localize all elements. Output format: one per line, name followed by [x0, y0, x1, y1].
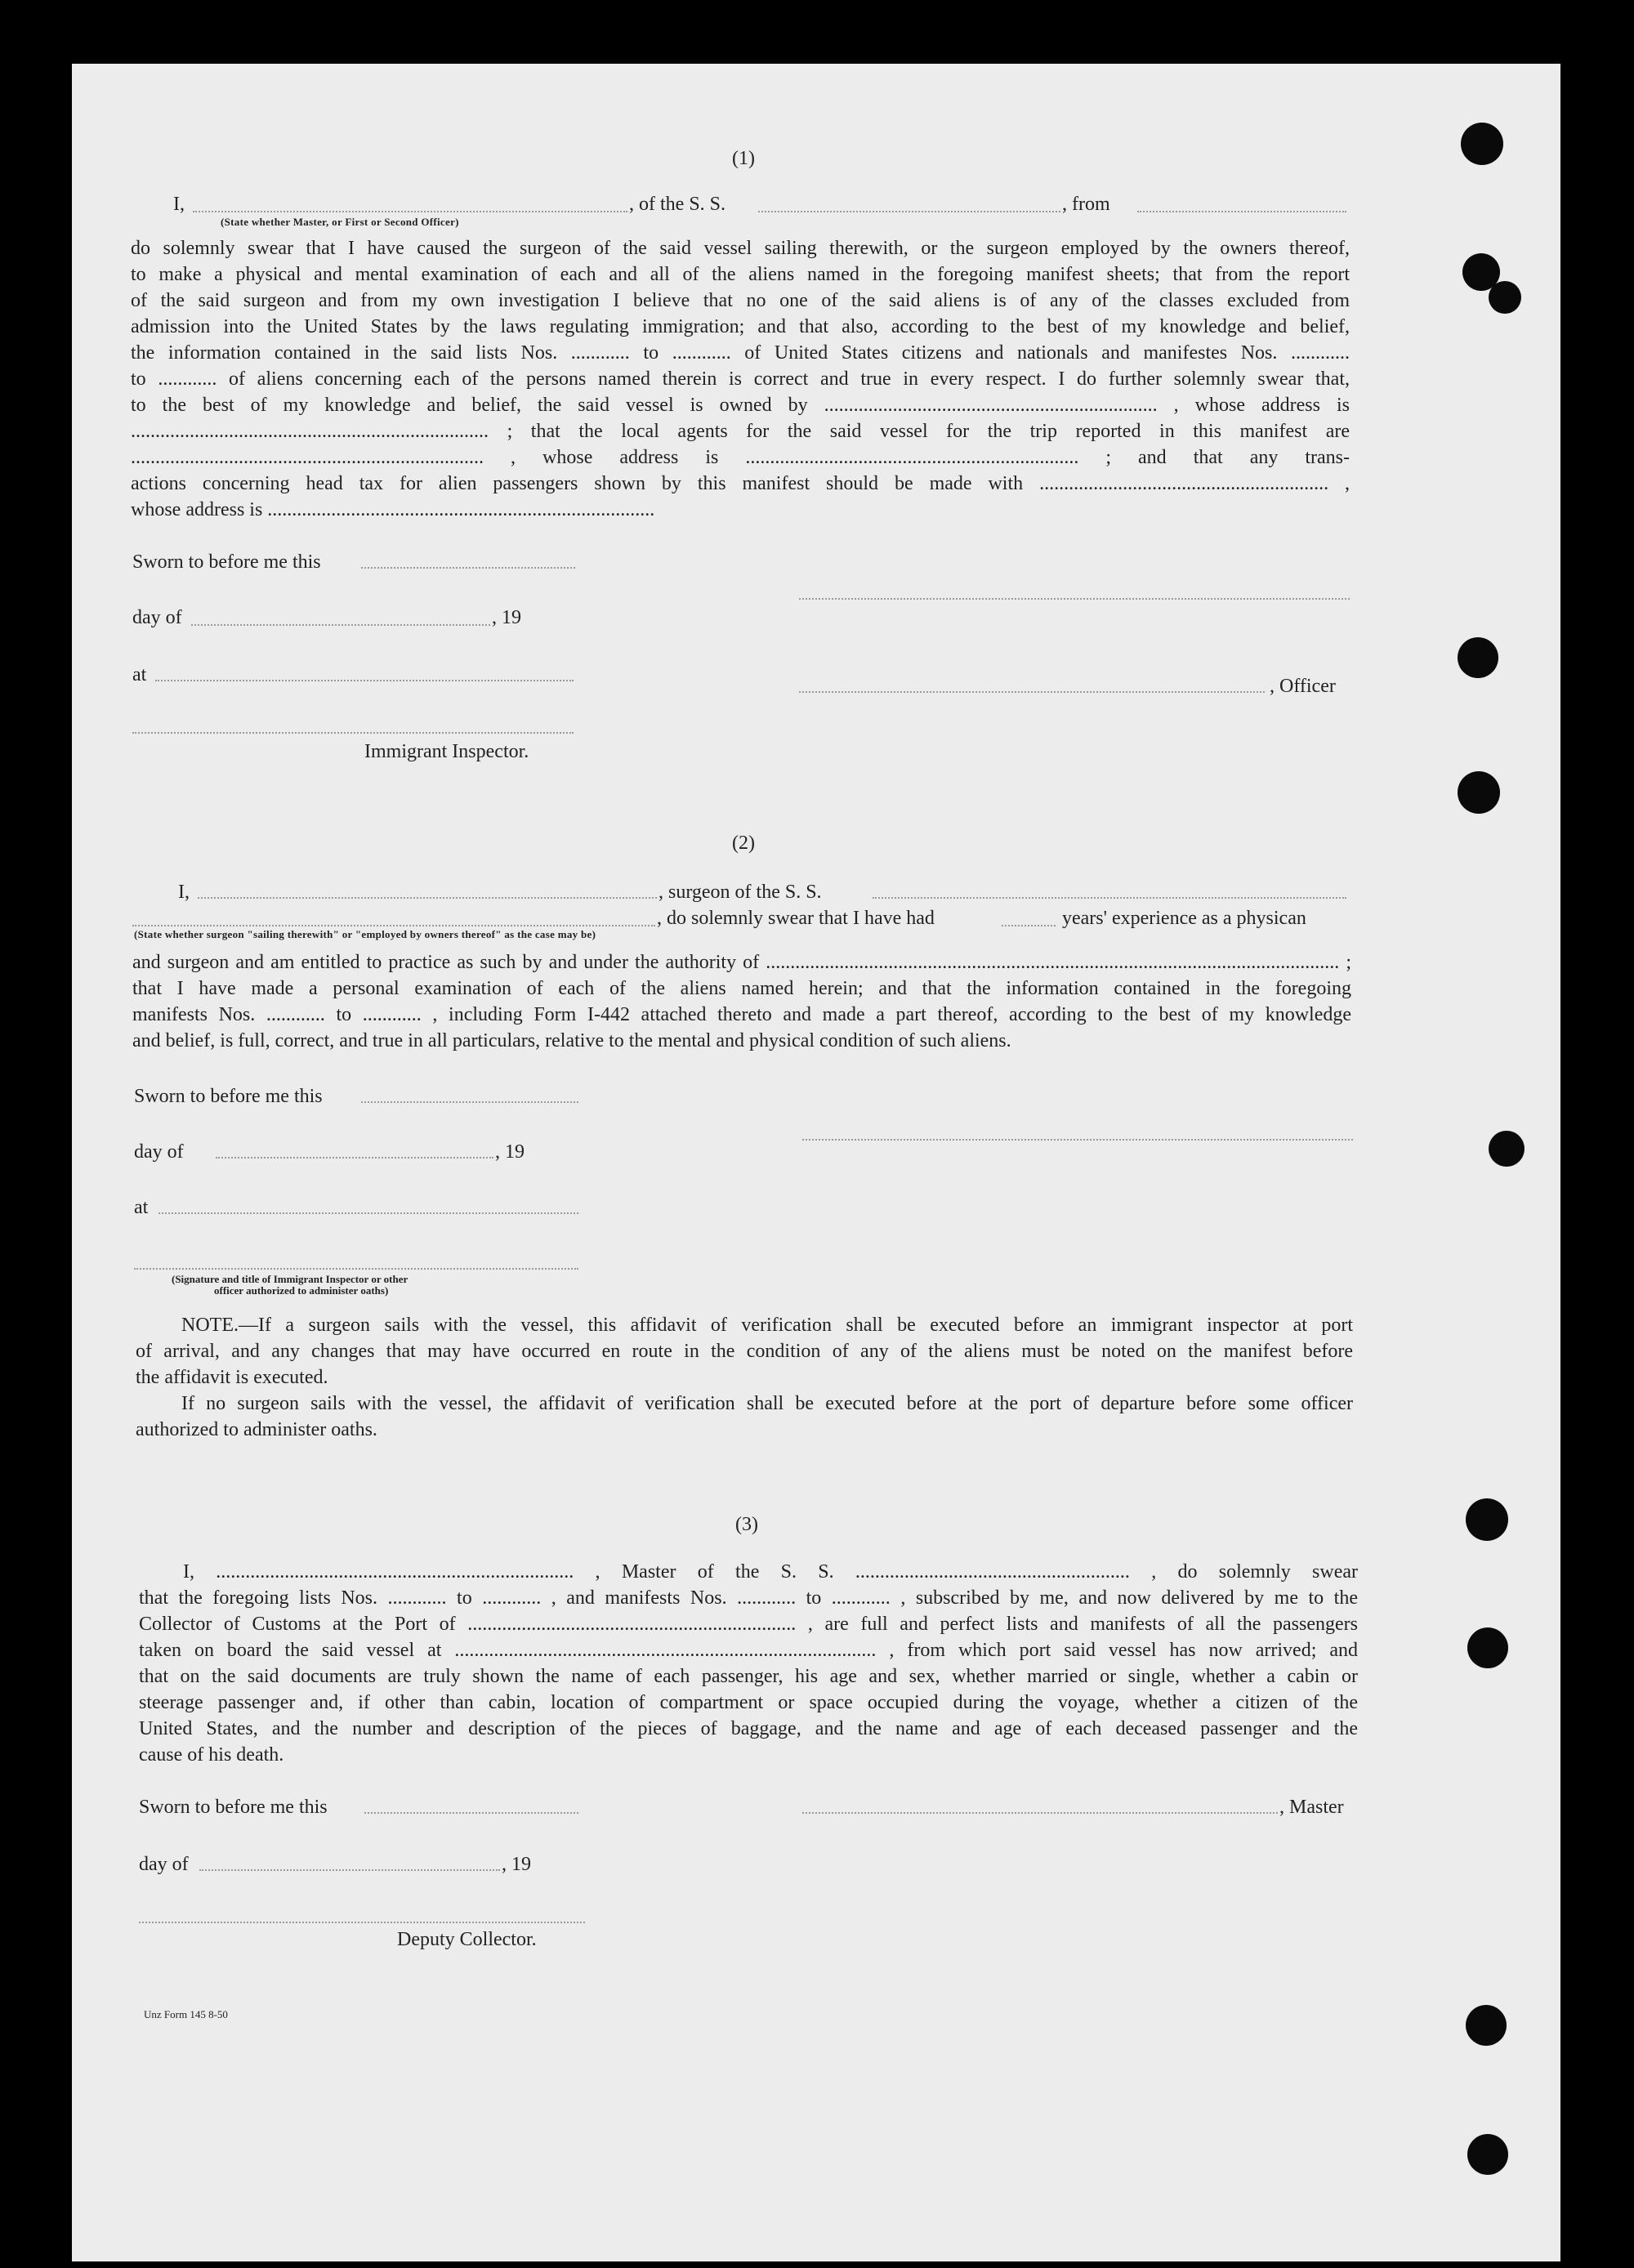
oath-line: admission into the United States by the laws regulating immigration; and that also, according to the best of my knowledge and belief, — [131, 316, 1350, 337]
oath-line: taken on board the said vessel at ...................................................................................... , from which port said vessel has now arrived; and — [139, 1640, 1358, 1661]
oath-line: of the said surgeon and from my own investigation I believe that no one of the said aliens is of any of the classes excluded from — [131, 290, 1350, 311]
year-label-1: , 19 — [492, 607, 521, 628]
surgeon-status-note: (State whether surgeon "sailing therewith" or "employed by owners thereof" as the case may be) — [134, 928, 596, 940]
punch-hole — [1466, 2005, 1507, 2046]
oath-line: to make a physical and mental examination of each and all of the aliens named in the foregoing manifest sheets; that from the report — [131, 264, 1350, 285]
punch-hole — [1467, 1627, 1508, 1668]
punch-hole — [1461, 123, 1503, 165]
section-2-oath-text — [132, 949, 1351, 1054]
sworn-label-1: Sworn to before me this — [132, 551, 321, 573]
oath-line: that the foregoing lists Nos. ............ to ............ , and manifests Nos. ............ to ............ , subscribed by me, and now delivered by me to the — [139, 1587, 1358, 1609]
day-of-label-1: day of — [132, 607, 182, 628]
oath-line: steerage passenger and, if other than cabin, location of compartment or space occupied during the voyage, whether a citizen of the — [139, 1692, 1358, 1713]
immigrant-inspector-label: Immigrant Inspector. — [364, 741, 529, 762]
surgeon-of-ss-label: , surgeon of the S. S. — [659, 882, 822, 903]
note-line: of arrival, and any changes that may have occurred en route in the condition of any of the aliens must be noted on the manifest before — [136, 1341, 1353, 1362]
day-field-2[interactable] — [216, 1157, 493, 1159]
from-port-field[interactable] — [1137, 211, 1346, 212]
at-field-2[interactable] — [158, 1212, 578, 1214]
year-label-3: , 19 — [502, 1854, 531, 1875]
oath-line: that I have made a personal examination of each of the aliens named herein; and that the information contained in the foregoing — [132, 978, 1351, 999]
punch-hole — [1489, 1131, 1525, 1167]
section-1-oath-text — [131, 235, 1350, 523]
punch-hole — [1458, 637, 1498, 678]
sworn-field-1[interactable] — [361, 567, 575, 569]
collector-signature-line[interactable] — [139, 1922, 585, 1923]
state-officer-note: (State whether Master, or First or Second Officer) — [221, 216, 459, 228]
sworn-label-3: Sworn to before me this — [139, 1797, 328, 1818]
surgeon-status-field[interactable] — [132, 925, 655, 926]
oath-line: actions concerning head tax for alien passengers shown by this manifest should be made with ........................................................... , — [131, 473, 1350, 494]
section-3-oath-text — [139, 1559, 1358, 1768]
note-line: NOTE.—If a surgeon sails with the vessel, this affidavit of verification shall be executed before an immigrant inspector at port — [181, 1315, 1353, 1336]
surgeon-vessel-field[interactable] — [873, 897, 1346, 899]
of-ss-label: , of the S. S. — [629, 194, 726, 215]
sworn-field-2[interactable] — [361, 1101, 578, 1103]
oath-line: and belief, is full, correct, and true in all particulars, relative to the mental and physical condition of such aliens. — [132, 1030, 1011, 1051]
sworn-field-3[interactable] — [364, 1812, 578, 1814]
master-officer-field[interactable] — [193, 211, 627, 212]
year-label-2: , 19 — [495, 1141, 525, 1163]
form-number: Unz Form 145 8-50 — [144, 2008, 228, 2020]
inspector-signature-line[interactable] — [132, 732, 574, 734]
at-label-1: at — [132, 664, 147, 685]
oath-line: ........................................................................ , whose address is .................................................................... ; and that any trans- — [131, 447, 1350, 468]
oath-line: to ............ of aliens concerning each of the persons named therein is correct and true in every respect. I do further solemnly swear that, — [131, 368, 1350, 390]
oath-line: that on the said documents are truly shown the name of each passenger, his age and sex, whether married or single, whether a cabin or — [139, 1666, 1358, 1687]
master-label: , Master — [1279, 1797, 1344, 1818]
sworn-label-2: Sworn to before me this — [134, 1086, 323, 1107]
day-of-label-2: day of — [134, 1141, 184, 1163]
master-signature-field[interactable] — [802, 1812, 1278, 1814]
day-field-3[interactable] — [199, 1869, 500, 1871]
oath-line: I, ......................................................................... , Master of the S. S. ........................................................ , do solemnly swear — [183, 1561, 1358, 1583]
oath-line: and surgeon and am entitled to practice as such by and under the authority of ..................................................................................................................... ; — [132, 952, 1351, 973]
at-label-2: at — [134, 1197, 149, 1218]
oath-line: to the best of my knowledge and belief, the said vessel is owned by .................................................................... , whose address is — [131, 395, 1350, 416]
oath-line: do solemnly swear that I have caused the surgeon of the said vessel sailing therewith, or the surgeon employed by the owners thereof, — [131, 238, 1350, 259]
years-field[interactable] — [1002, 925, 1056, 926]
oath-line: manifests Nos. ............ to ............ , including Form I-442 attached thereto and made a part thereof, according to the best of my knowledge — [132, 1004, 1351, 1025]
note-line: If no surgeon sails with the vessel, the affidavit of verification shall be executed before at the port of departure before some officer — [181, 1393, 1353, 1414]
oath-line: United States, and the number and description of the pieces of baggage, and the name and age of each deceased passenger and the — [139, 1718, 1358, 1739]
signature-note-line-1: (Signature and title of Immigrant Inspector or other — [172, 1273, 408, 1285]
punch-hole — [1467, 2134, 1508, 2175]
surgeon-name-field[interactable] — [198, 897, 657, 899]
oath-line: cause of his death. — [139, 1744, 284, 1766]
oath-line: the information contained in the said lists Nos. ............ to ............ of United States citizens and nationals and manifestes Nos. ............ — [131, 342, 1350, 364]
section-2-I: I, — [178, 882, 190, 903]
section-3-number: (3) — [735, 1514, 758, 1535]
punch-hole — [1466, 1498, 1508, 1541]
officer-signature-line-1[interactable] — [799, 598, 1350, 600]
deputy-collector-label: Deputy Collector. — [397, 1929, 537, 1950]
punch-hole — [1489, 281, 1521, 314]
surgeon-swear-label: , do solemnly swear that I have had — [657, 908, 935, 929]
years-experience-label: years' experience as a physican — [1062, 908, 1306, 929]
section-2-number: (2) — [732, 833, 755, 854]
note-text — [136, 1312, 1353, 1443]
oath-line: ......................................................................... ; that the local agents for the said vessel for the trip reported in this manifest are — [131, 421, 1350, 442]
day-field-1[interactable] — [191, 624, 490, 626]
vessel-name-field[interactable] — [758, 211, 1060, 212]
punch-hole — [1458, 771, 1500, 814]
from-label: , from — [1062, 194, 1110, 215]
day-of-label-3: day of — [139, 1854, 189, 1875]
at-field-1[interactable] — [155, 680, 574, 681]
note-line: authorized to administer oaths. — [136, 1419, 377, 1440]
surgeon-signature-line[interactable] — [802, 1139, 1353, 1141]
section-1-I: I, — [173, 194, 185, 215]
officer-label: , Officer — [1270, 676, 1336, 697]
inspector-signature-line-2[interactable] — [134, 1268, 578, 1270]
signature-note-line-2: officer authorized to administer oaths) — [214, 1284, 389, 1297]
oath-line: Collector of Customs at the Port of ................................................................... , are full and perfect lists and manifests of all the passengers — [139, 1614, 1358, 1635]
oath-line: whose address is ............................................................................... — [131, 499, 655, 520]
note-line: the affidavit is executed. — [136, 1367, 328, 1388]
section-1-number: (1) — [732, 148, 755, 169]
officer-field[interactable] — [799, 691, 1265, 693]
